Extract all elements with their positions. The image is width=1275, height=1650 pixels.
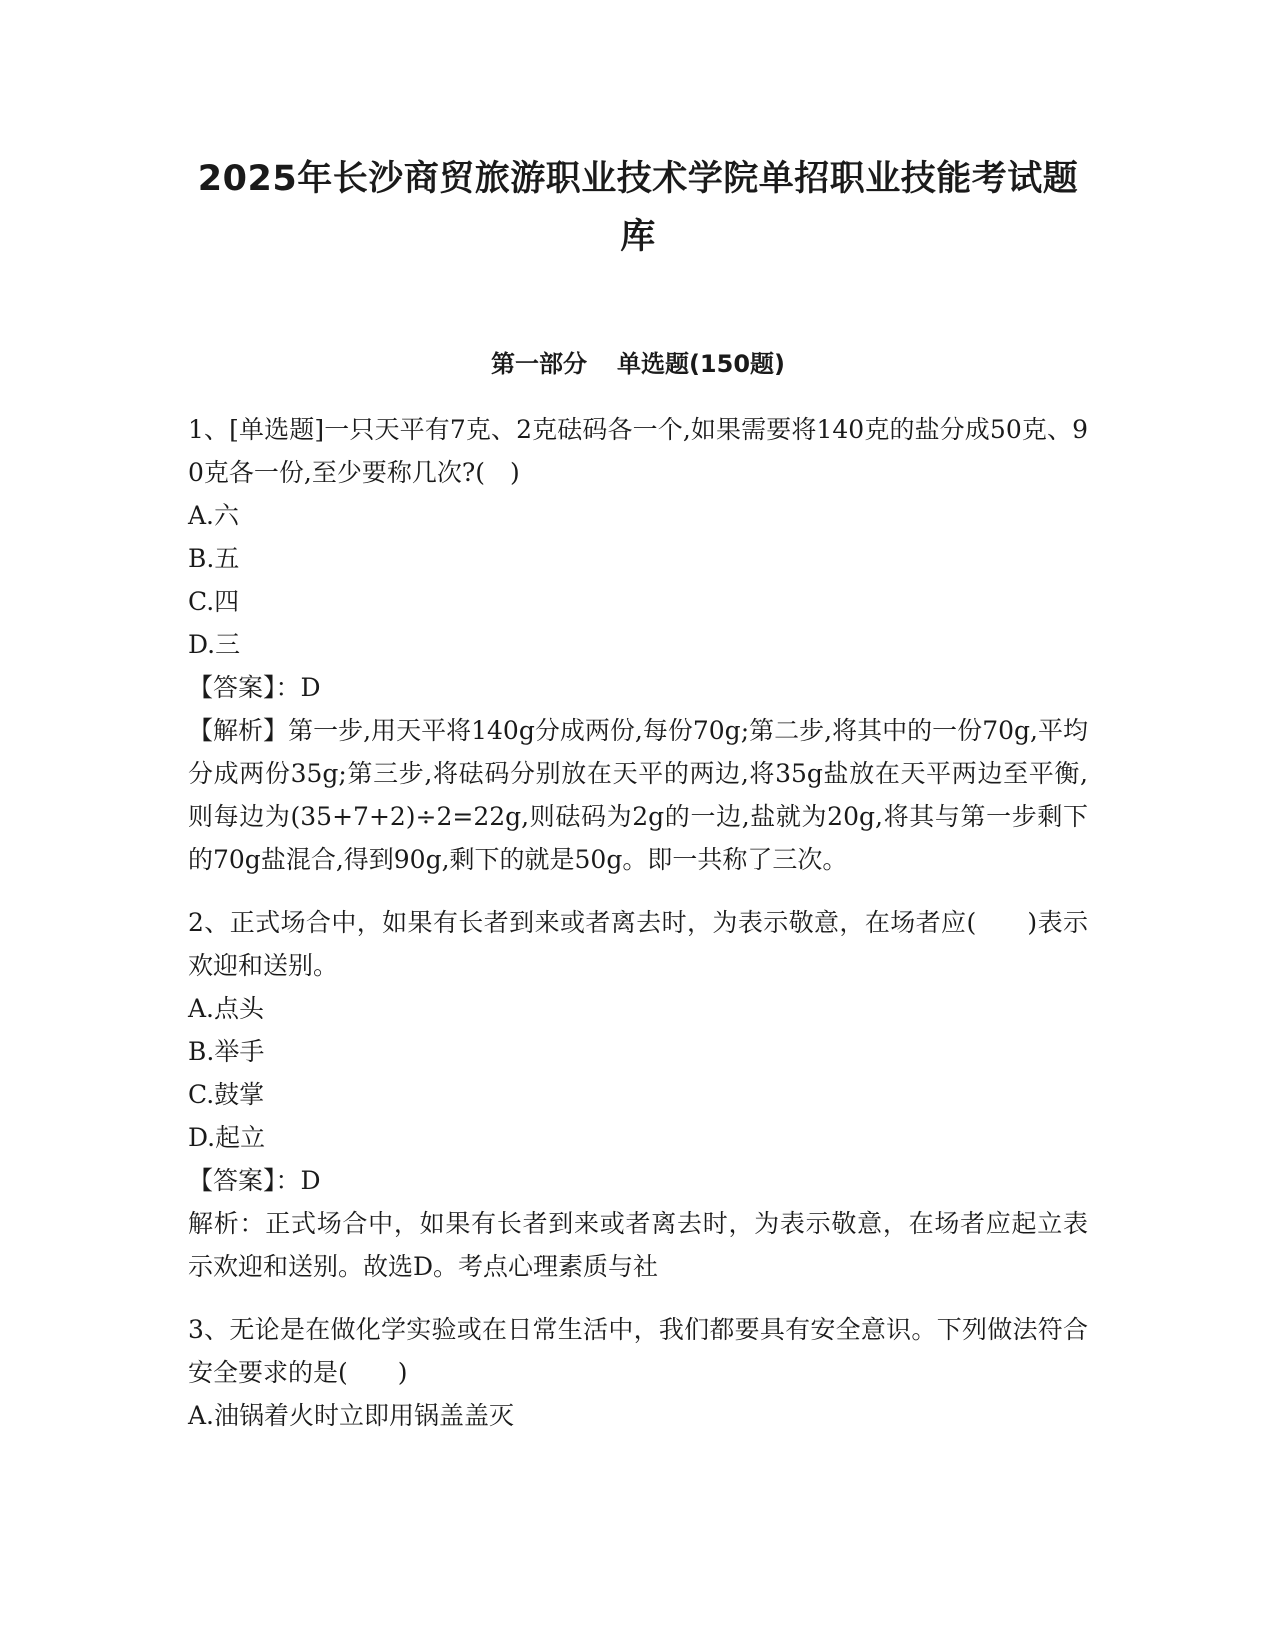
section-part: 第一部分 [490, 350, 587, 378]
question-1 [188, 408, 1088, 881]
answer-line [188, 1159, 1088, 1202]
option-b: B.举手 [188, 1037, 265, 1066]
question-stem: 2、正式场合中，如果有长者到来或者离去时，为表示敬意，在场者应( )表示欢迎和送别。 [188, 908, 1088, 980]
analysis-line [188, 1202, 1088, 1288]
question-stem: 3、无论是在做化学实验或在日常生活中，我们都要具有安全意识。下列做法符合安全要求的是( ) [188, 1315, 1088, 1387]
analysis-line [188, 709, 1088, 881]
option-a: A.六 [188, 501, 240, 530]
option-d: D.起立 [188, 1123, 266, 1152]
question-2 [188, 901, 1088, 1288]
option-a: A.油锅着火时立即用锅盖盖灭 [188, 1401, 515, 1430]
answer-label: 【答案】： [188, 1166, 301, 1195]
section-name: 单选题(150题) [616, 350, 786, 378]
analysis-label: 解析： [188, 1209, 266, 1238]
answer-label: 【答案】： [188, 673, 301, 702]
option-a: A.点头 [188, 994, 265, 1023]
question-stem: 1、[单选题]一只天平有7克、2克砝码各一个,如果需要将140克的盐分成50克、90克各一份,至少要称几次?( ) [188, 415, 1088, 487]
option-d: D.三 [188, 630, 241, 659]
question-3 [188, 1308, 1088, 1437]
section-heading [188, 346, 1088, 382]
option-c: C.四 [188, 587, 240, 616]
analysis-text: 第一步,用天平将140g分成两份,每份70g;第二步,将其中的一份70g,平均分成两份35g;第三步,将砝码分别放在天平的两边,将35g盐放在天平两边至平衡,则每边为(35+7+2)÷2=22g,则砝码为2g的一边,盐就为20g,将其与第一步剩下的70g盐混合,得到90g,剩下的就是50g。即一共称了三次。 [188, 716, 1088, 874]
option-c: C.鼓掌 [188, 1080, 265, 1109]
answer-value: D [300, 673, 321, 702]
question-list [188, 408, 1088, 1457]
option-b: B.五 [188, 544, 240, 573]
document-title: 2025年长沙商贸旅游职业技术学院单招职业技能考试题库 [197, 159, 1079, 257]
analysis-label: 【解析】 [188, 716, 289, 745]
answer-value: D [300, 1166, 321, 1195]
answer-line [188, 666, 1088, 709]
analysis-text: 正式场合中，如果有长者到来或者离去时，为表示敬意，在场者应起立表示欢迎和送别。故选D。考点心理素质与社 [188, 1209, 1088, 1281]
